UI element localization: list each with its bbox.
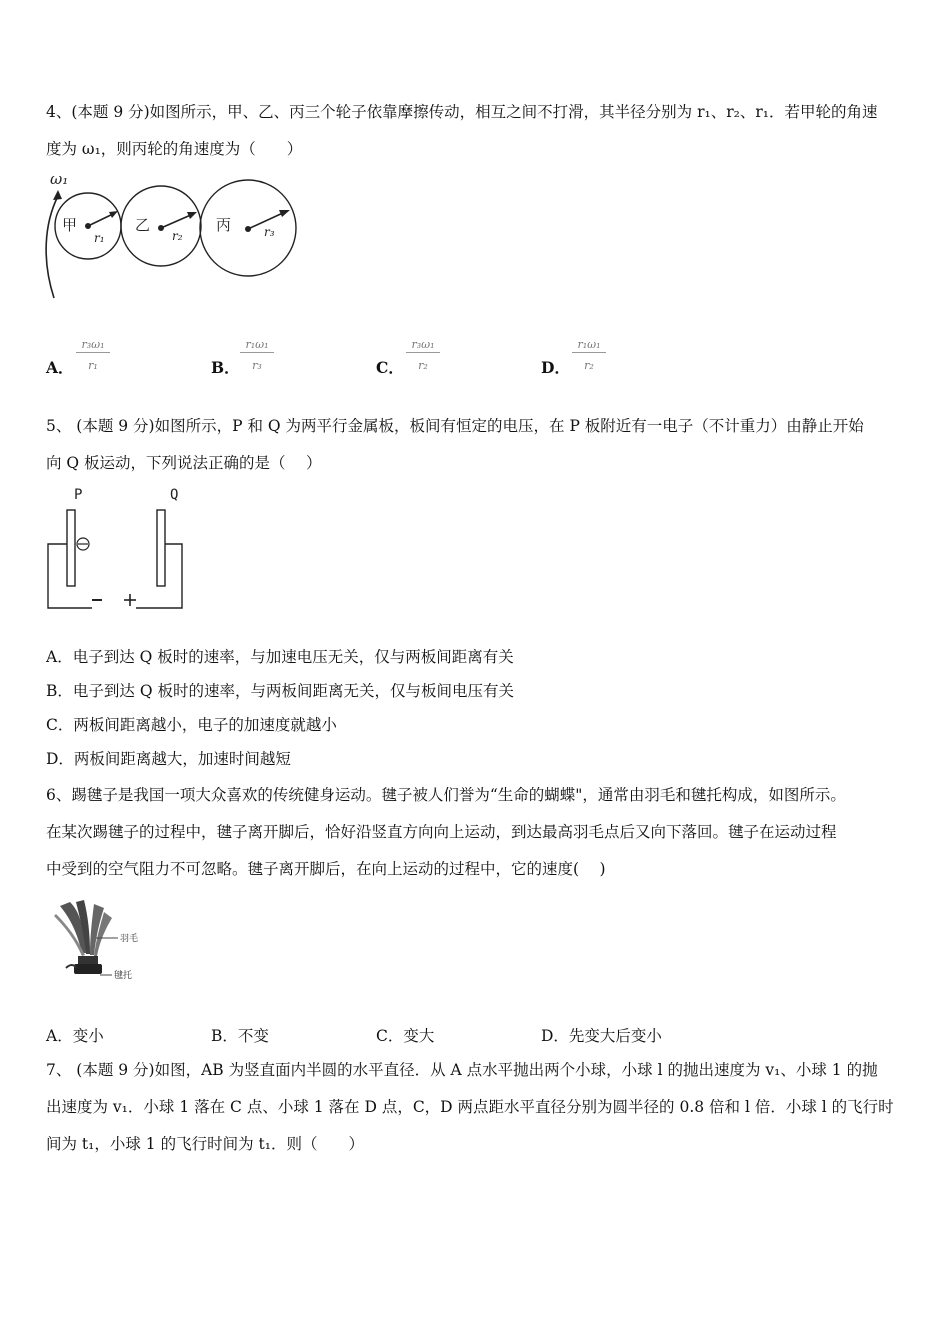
q4-option-c: C． xyxy=(376,358,404,377)
q4-option-d-fraction: $\frac{\text{r₁ω₁}}{\text{r₂}}$ xyxy=(572,338,606,372)
q4-option-d: D． xyxy=(541,358,570,377)
plate-q-label: Q xyxy=(170,487,179,503)
plate-p-label: P xyxy=(74,487,83,503)
shuttlecock-base-icon xyxy=(78,956,98,964)
q7-text-line2: 出速度为 v₁．小球 1 落在 C 点、小球 1 落在 D 点，C，D 两点距水平直径分别为圆半径的 0.8 倍和 l 倍．小球 l 的飞行时 xyxy=(46,1098,894,1116)
base-label: 毽托 xyxy=(114,971,133,981)
wheel-bing-radius: r₃ xyxy=(264,225,275,239)
q4-option-c-fraction: $\frac{\text{r₃ω₁}}{\text{r₂}}$ xyxy=(406,338,440,372)
q4-option-a: A． xyxy=(46,358,74,377)
q6-text-line3: 中受到的空气阻力不可忽略。毽子离开脚后，在向上运动的过程中，它的速度( ) xyxy=(46,860,606,878)
q4-option-b: B． xyxy=(211,358,240,377)
q5-option-b: B．电子到达 Q 板时的速率，与两板间距离无关，仅与板间电压有关 xyxy=(46,682,514,700)
q4-option-b-fraction: $\frac{\text{r₁ω₁}}{\text{r₃}}$ xyxy=(240,338,274,372)
feather-label: 羽毛 xyxy=(120,934,139,944)
plate-p xyxy=(67,510,75,586)
rotation-arrow-icon xyxy=(46,196,58,298)
q5-option-a: A．电子到达 Q 板时的速率，与加速电压无关，仅与两板间距离有关 xyxy=(46,648,514,666)
wheel-yi-label: 乙 xyxy=(135,216,151,234)
q4-wheels-figure xyxy=(40,166,310,306)
q5-text-line1: 5、 (本题 9 分)如图所示，P 和 Q 为两平行金属板，板间有恒定的电压，在 P 板附近有一电子（不计重力）由静止开始 xyxy=(46,417,864,435)
q6-option-c: C．变大 xyxy=(376,1027,435,1045)
wheel-bing-label: 丙 xyxy=(216,216,232,234)
plate-q xyxy=(157,510,165,586)
q6-option-a: A．变小 xyxy=(46,1027,104,1045)
q4-text-line1: 4、(本题 9 分)如图所示，甲、乙、丙三个轮子依靠摩擦传动，相互之间不打滑，其半径分别为 r₁、r₂、r₁．若甲轮的角速 xyxy=(46,103,878,121)
q7-text-line1: 7、 (本题 9 分)如图，AB 为竖直面内半圆的水平直径．从 A 点水平抛出两个小球，小球 l 的抛出速度为 v₁、小球 1 的抛 xyxy=(46,1061,878,1079)
q5-option-c: C．两板间距离越小，电子的加速度就越小 xyxy=(46,716,337,734)
shuttlecock-figure xyxy=(46,898,146,988)
q7-text-line3: 间为 t₁，小球 1 的飞行时间为 t₁．则（ ） xyxy=(46,1135,364,1153)
q6-option-d: D．先变大后变小 xyxy=(541,1027,662,1045)
q6-option-b: B．不变 xyxy=(211,1027,269,1045)
q5-option-d: D．两板间距离越大，加速时间越短 xyxy=(46,750,291,768)
q4-option-a-fraction: $\frac{\text{r₃ω₁}}{\text{r₁}}$ xyxy=(76,338,110,372)
q6-text-line1: 6、踢毽子是我国一项大众喜欢的传统健身运动。毽子被人们誉为“生命的蝴蝶"，通常由羽毛和毽托构成，如图所示。 xyxy=(46,786,846,804)
wheel-jia-label: 甲 xyxy=(62,216,78,234)
q5-plates-figure xyxy=(44,484,194,614)
q5-text-line2: 向 Q 板运动，下列说法正确的是（ ） xyxy=(46,454,322,472)
q6-text-line2: 在某次踢毽子的过程中，毽子离开脚后，恰好沿竖直方向向上运动，到达最高羽毛点后又向下落回。毽子在运动过程 xyxy=(46,823,837,841)
wheel-yi-radius: r₂ xyxy=(172,229,183,243)
omega-label: ω₁ xyxy=(50,170,69,188)
q4-text-line2: 度为 ω₁，则丙轮的角速度为（ ） xyxy=(46,140,303,158)
wheel-jia-radius: r₁ xyxy=(94,231,105,245)
